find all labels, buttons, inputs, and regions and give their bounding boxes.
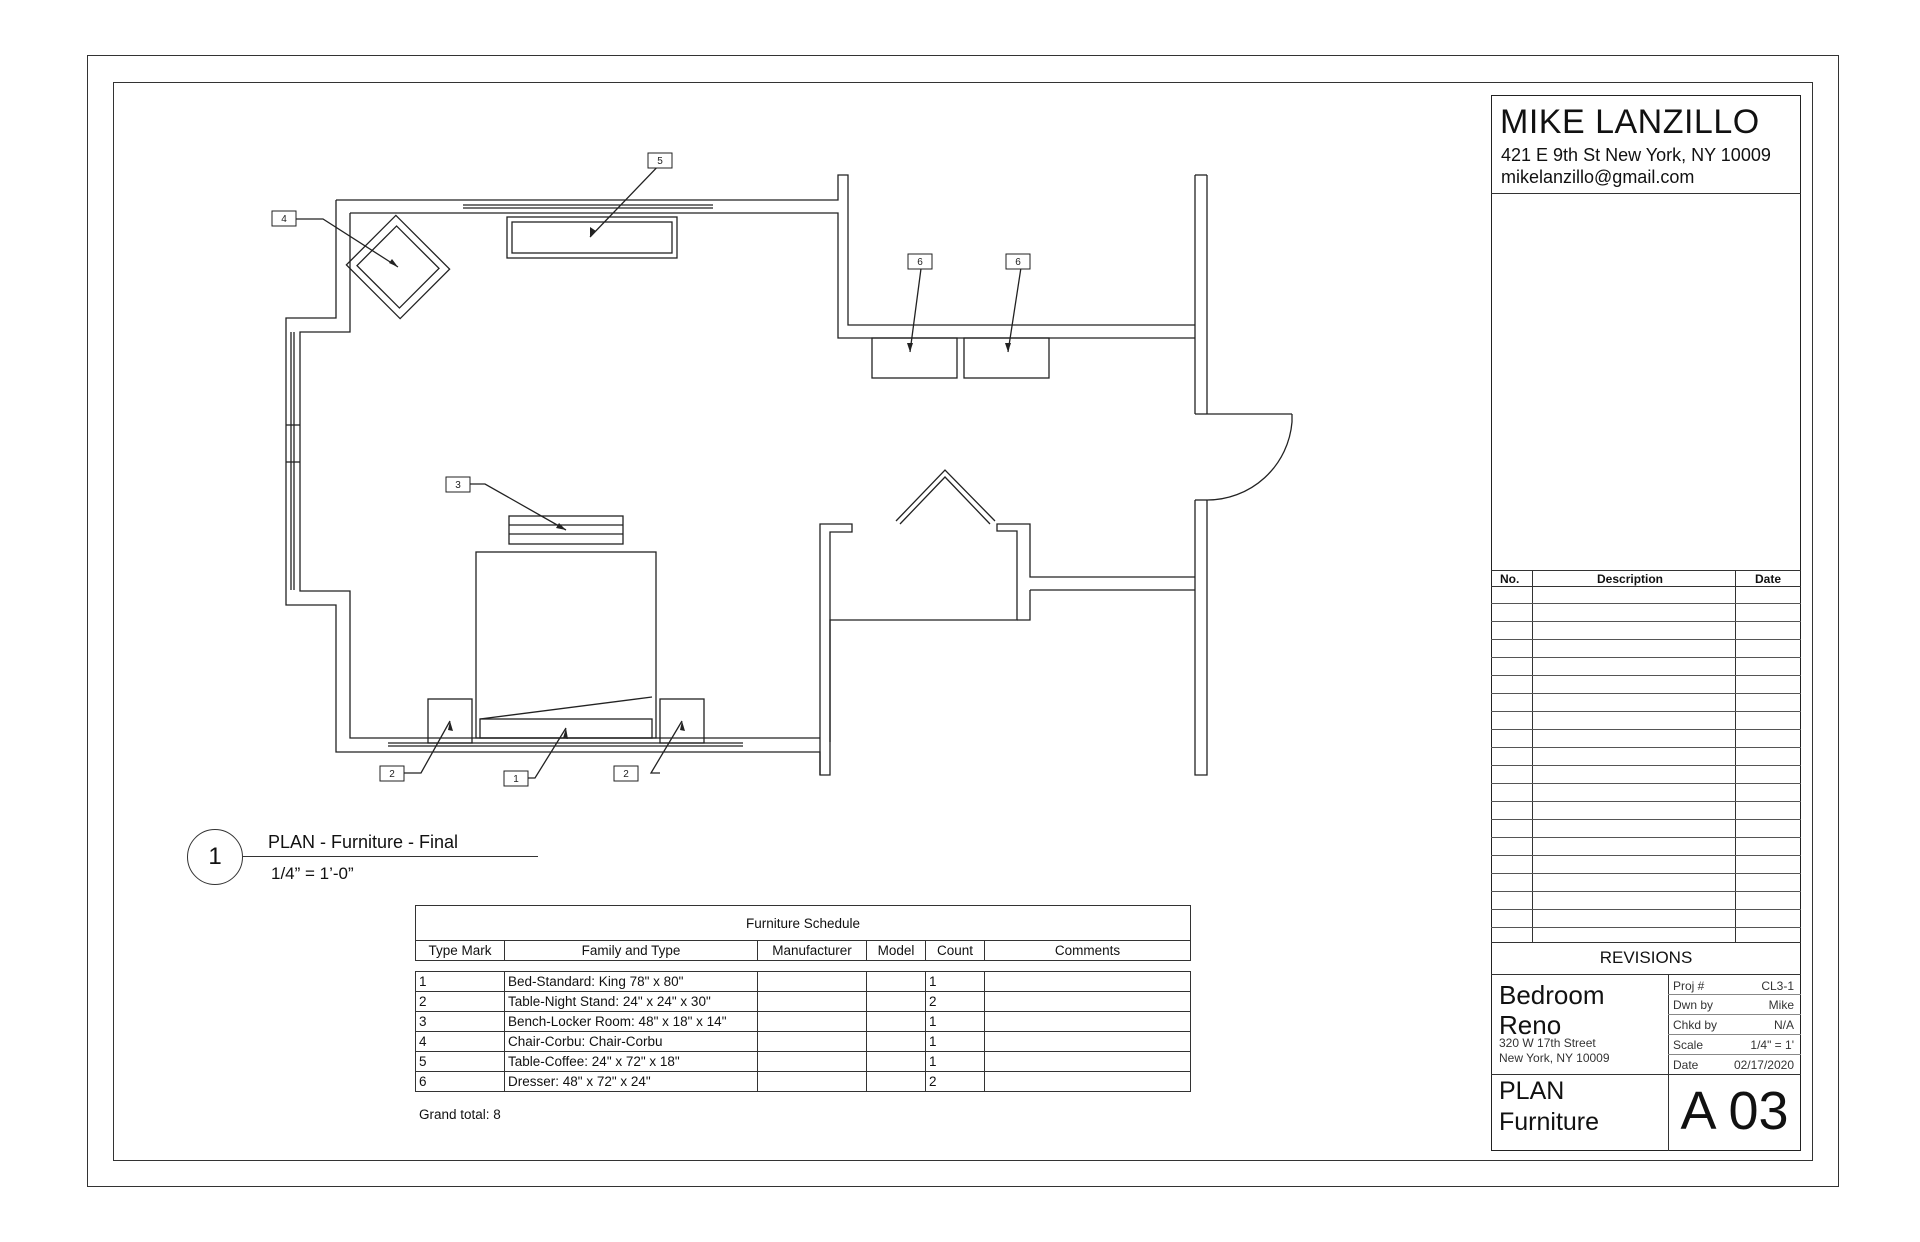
- schedule-grand-total: Grand total: 8: [419, 1107, 501, 1122]
- furniture-schedule: [415, 905, 1191, 1092]
- col-count: Count: [926, 941, 985, 961]
- wall-inner: [350, 213, 1195, 338]
- wall-outer: [336, 175, 1195, 325]
- cell-manufacturer: [758, 1052, 867, 1072]
- meta-proj-value: CL3-1: [1761, 979, 1794, 993]
- cell-manufacturer: [758, 992, 867, 1012]
- cell-mark: 4: [416, 1032, 505, 1052]
- designer-name: MIKE LANZILLO: [1500, 103, 1760, 141]
- cell-model: [867, 992, 926, 1012]
- table-row: [416, 1012, 1191, 1032]
- col-manufacturer: Manufacturer: [758, 941, 867, 961]
- cell-manufacturer: [758, 1032, 867, 1052]
- cell-count: 1: [926, 972, 985, 992]
- tag-bed: 1: [513, 774, 519, 785]
- meta-date-value: 02/17/2020: [1733, 1058, 1794, 1072]
- project-address-line1: 320 W 17th Street: [1499, 1036, 1596, 1050]
- tag-dresser-right: 6: [1015, 257, 1021, 268]
- plan-title: PLAN - Furniture - Final: [268, 832, 459, 852]
- closet-wall: [820, 524, 852, 775]
- cell-model: [867, 1012, 926, 1032]
- cell-family: Table-Coffee: 24" x 72" x 18": [505, 1052, 758, 1072]
- cell-family: Dresser: 48" x 72" x 24": [505, 1072, 758, 1092]
- plan-number: 1: [187, 829, 243, 885]
- tag-dresser-left: 6: [917, 257, 923, 268]
- cell-mark: 6: [416, 1072, 505, 1092]
- revision-col-date: Date: [1755, 572, 1782, 586]
- project-address-line2: New York, NY 10009: [1499, 1051, 1610, 1065]
- cell-count: 1: [926, 1012, 985, 1032]
- schedule-title: Furniture Schedule: [416, 906, 1191, 941]
- cell-count: 2: [926, 992, 985, 1012]
- sheet-title-line2: Furniture: [1499, 1108, 1600, 1136]
- cell-manufacturer: [758, 1072, 867, 1092]
- meta-drawn-label: Dwn by: [1673, 998, 1714, 1012]
- meta-checked-value: N/A: [1773, 1018, 1794, 1032]
- cell-mark: 3: [416, 1012, 505, 1032]
- cell-count: 1: [926, 1032, 985, 1052]
- sheet-title: [1499, 1076, 1599, 1138]
- cell-comments: [985, 1072, 1191, 1092]
- table-row: [416, 1072, 1191, 1092]
- cell-comments: [985, 992, 1191, 1012]
- title-block-divider: [1491, 193, 1801, 194]
- col-comments: Comments: [985, 941, 1191, 961]
- project-name: [1499, 980, 1605, 1040]
- meta-scale-label: Scale: [1673, 1038, 1704, 1052]
- cell-model: [867, 1072, 926, 1092]
- cell-family: Chair-Corbu: Chair-Corbu: [505, 1032, 758, 1052]
- sheet-number: A 03: [1680, 1081, 1789, 1141]
- cell-mark: 1: [416, 972, 505, 992]
- table-row: [416, 972, 1191, 992]
- tag-nightstand-right: 2: [623, 769, 629, 780]
- revision-col-description: Description: [1597, 572, 1664, 586]
- wall-left-inner: [300, 213, 820, 738]
- bed: [476, 552, 656, 738]
- revision-rows: [1491, 586, 1801, 942]
- cell-comments: [985, 1052, 1191, 1072]
- cell-model: [867, 1032, 926, 1052]
- cell-manufacturer: [758, 1012, 867, 1032]
- table-row: [416, 1052, 1191, 1072]
- cell-count: 1: [926, 1052, 985, 1072]
- cell-family: Bench-Locker Room: 48" x 18" x 14": [505, 1012, 758, 1032]
- designer-address: 421 E 9th St New York, NY 10009: [1501, 145, 1771, 165]
- plan-title-underline: [243, 856, 538, 857]
- table-row: [416, 992, 1191, 1012]
- meta-scale-value: 1/4" = 1': [1750, 1038, 1794, 1052]
- col-family-type: Family and Type: [505, 941, 758, 961]
- project-name-line1: Bedroom: [1499, 980, 1605, 1010]
- designer-email: mikelanzillo@gmail.com: [1501, 167, 1695, 187]
- cell-count: 2: [926, 1072, 985, 1092]
- cell-mark: 2: [416, 992, 505, 1012]
- meta-proj-label: Proj #: [1673, 979, 1705, 993]
- cell-family: Bed-Standard: King 78" x 80": [505, 972, 758, 992]
- tag-nightstand-left: 2: [389, 769, 395, 780]
- schedule-header-row: [416, 941, 1191, 961]
- cell-mark: 5: [416, 1052, 505, 1072]
- table-row: [416, 1032, 1191, 1052]
- tag-chair: 4: [281, 214, 287, 225]
- tag-bench: 3: [455, 480, 461, 491]
- tag-coffee-table: 5: [657, 156, 663, 167]
- cell-comments: [985, 972, 1191, 992]
- coffee-table: [507, 217, 677, 258]
- dresser-left: [872, 338, 957, 378]
- revisions-label: REVISIONS: [1599, 948, 1693, 967]
- meta-date-label: Date: [1673, 1058, 1699, 1072]
- project-name-line2: Reno: [1499, 1010, 1562, 1040]
- cell-model: [867, 972, 926, 992]
- cell-model: [867, 1052, 926, 1072]
- plan-scale: 1/4” = 1’-0”: [271, 864, 354, 883]
- project-address: [1499, 1036, 1610, 1066]
- revision-col-no: No.: [1500, 572, 1520, 586]
- meta-drawn-value: Mike: [1768, 998, 1794, 1012]
- cell-comments: [985, 1012, 1191, 1032]
- cell-manufacturer: [758, 972, 867, 992]
- sheet-title-line1: PLAN: [1499, 1077, 1565, 1105]
- col-model: Model: [867, 941, 926, 961]
- meta-checked-label: Chkd by: [1673, 1018, 1718, 1032]
- cell-family: Table-Night Stand: 24" x 24" x 30": [505, 992, 758, 1012]
- col-type-mark: Type Mark: [416, 941, 505, 961]
- cell-comments: [985, 1032, 1191, 1052]
